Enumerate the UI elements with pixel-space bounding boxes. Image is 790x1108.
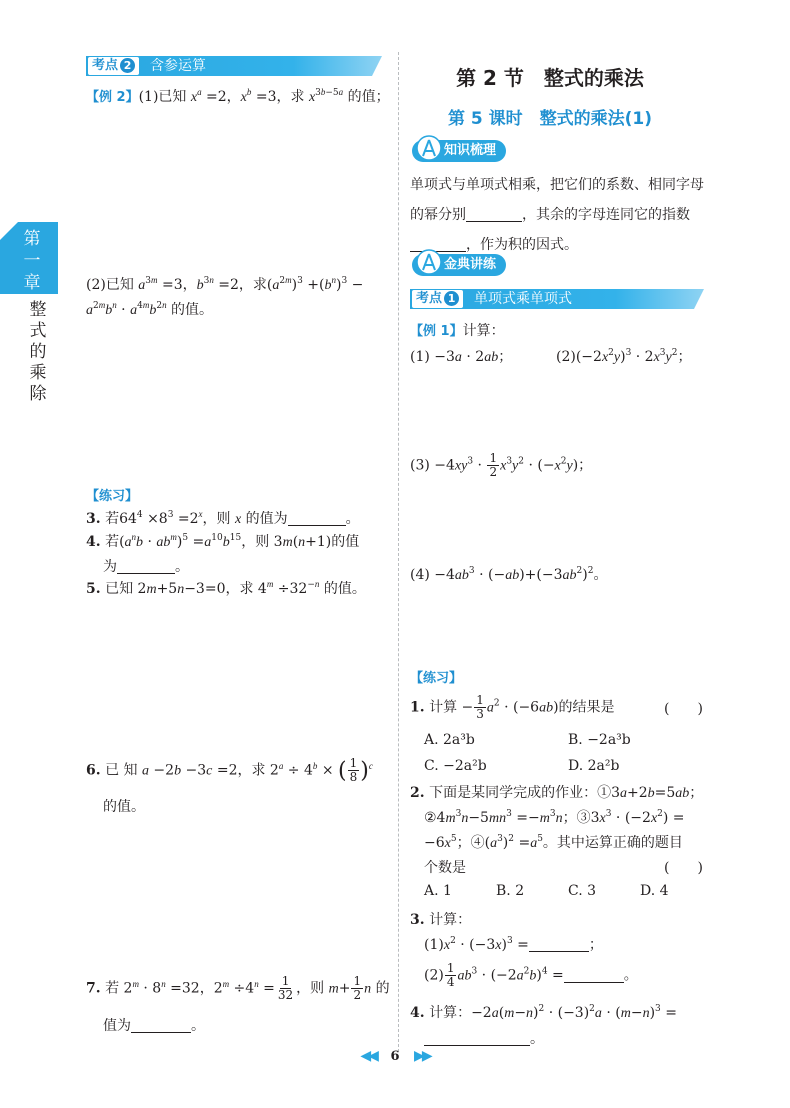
practice-question-2-line-3: $-6x^5$；$④(a^3)^2 =a^5$。其中运算正确的题目 bbox=[424, 834, 683, 851]
practice-question-1: 1. 计算 − $\frac{1}{3}$ $a^2 \cdot (-6ab)$的结果是 bbox=[410, 693, 615, 721]
compass-icon bbox=[416, 249, 442, 275]
example-2-part-2-line-2: $a^{2m}b^n \cdot a^{4m}b^{2n}$ 的值。 bbox=[86, 300, 214, 318]
knowledge-pill: 知识梳理 bbox=[412, 140, 506, 162]
question-4-line-1: 4. 若$(a^nb \cdot ab^m)^5 =a^{10}b^{15}$，则 3m(n+1)的值 bbox=[86, 532, 360, 550]
example-1-item-3: $(3) -4xy^3$ · $\frac{1}{2}$ $x^3y^2 \cdot (-x^2y)$； bbox=[410, 451, 593, 479]
practice-question-2-line-2: $②4m^3n-5mn^3 =-m^3n$；$③3x^3 \cdot (-2x^2)$ = bbox=[424, 809, 685, 826]
question-3: 3. 若$64^4 \times 8^3 =2^x$，则 x 的值为 。 bbox=[86, 509, 360, 527]
example-2-part-2-line-1: (2)已知 $a^{3m} =3$，$b^{3n} =2$，求$(a^{2m})^3 +(b^n)^3$ − bbox=[86, 275, 364, 293]
example-1-lead: 【例 1】计算： bbox=[410, 323, 505, 339]
answer-paren-2: ( ) bbox=[664, 860, 703, 876]
chapter-label: 第一章 bbox=[23, 229, 41, 293]
q2-option-d: D. 4 bbox=[640, 883, 669, 899]
lesson-title: 第 5 课时 整式的乘法(1) bbox=[447, 109, 653, 129]
section-title: 第 2 节 整式的乘法 bbox=[456, 66, 644, 90]
knowledge-text: 单项式与单项式相乘，把它们的系数、相同字母的幂分别 ，其余的字母连同它的指数，作为积的因式。 bbox=[410, 177, 704, 253]
question-7-line-1: 7. 若 $2^m \cdot 8^n =32$，$2^m \div 4^n$ = $\frac{1}{32}$ ，则 m+ $\frac{1}{2}$ n 的 bbox=[86, 974, 390, 1002]
kaodian-1-title: 单项式乘单项式 bbox=[474, 291, 572, 307]
kaodian-2-bar: 考点 2 含参运算 bbox=[86, 56, 382, 76]
practice-question-4: 4. 计算：$-2a(m-n)^2 \cdot (-3)^2a \cdot (m-n)^3$ = bbox=[410, 1004, 677, 1021]
chapter-tab bbox=[0, 222, 58, 294]
answer-paren-1: ( ) bbox=[664, 701, 703, 717]
q2-option-a: A. 1 bbox=[424, 883, 452, 899]
example-2-part-1: 【例 2】(1)已知 $x^a =2$，$x^b =3$，求 $x^{3b-5a}$ 的值； bbox=[86, 87, 390, 105]
example-1-label: 【例 1】 bbox=[410, 324, 463, 339]
prev-arrow-icon: ◀◀ bbox=[360, 1048, 376, 1064]
chapter-title: 整式的乘除 bbox=[29, 300, 47, 404]
kaodian-1-bar: 考点 1 单项式乘单项式 bbox=[410, 289, 704, 309]
q1-option-a: A. 2a³b bbox=[424, 732, 475, 748]
question-4-line-2: 为 。 bbox=[103, 559, 189, 575]
q2-option-c: C. 3 bbox=[568, 883, 597, 899]
q1-option-c: C. −2a²b bbox=[424, 758, 487, 774]
practice-question-2-line-1: 2. 下面是某同学完成的作业：①3a+2b=5ab； bbox=[410, 785, 704, 801]
question-5: 5. 已知 2m+5n−3=0，求 $4^m \div 32^{-n}$ 的值。 bbox=[86, 579, 366, 597]
practice-question-2-line-4: 个数是 bbox=[424, 860, 466, 876]
q1-option-d: D. 2a²b bbox=[568, 758, 620, 774]
practice-question-3-item-1: $(1)x^2 \cdot (-3x)^3$ = ； bbox=[424, 936, 603, 953]
compass-icon bbox=[416, 135, 442, 161]
column-divider bbox=[398, 52, 399, 1052]
example-1-item-2: $(2)(-2x^2y)^3 \cdot 2x^3y^2$； bbox=[556, 348, 692, 365]
example-2-label: 【例 2】 bbox=[86, 90, 139, 105]
practice-label-left: 【练习】 bbox=[86, 489, 139, 504]
page-number: 6 bbox=[390, 1049, 400, 1064]
next-arrow-icon: ▶▶ bbox=[414, 1048, 430, 1064]
q1-option-b: B. −2a³b bbox=[568, 732, 631, 748]
practice-label-right: 【练习】 bbox=[410, 671, 463, 686]
practice-question-4-line-2: 。 bbox=[424, 1028, 544, 1048]
jindian-pill: 金典讲练 bbox=[412, 254, 506, 276]
question-6-line-2: 的值。 bbox=[103, 799, 145, 815]
practice-question-3: 3. 计算： bbox=[410, 912, 472, 928]
kaodian-2-title: 含参运算 bbox=[150, 58, 206, 74]
example-1-item-4: $(4) -4ab^3 \cdot (-ab)+(-3ab^2)^2$。 bbox=[410, 566, 608, 583]
page-footer bbox=[0, 1048, 790, 1064]
example-1-item-1: (1) −3a · 2ab； bbox=[410, 349, 513, 365]
practice-question-3-item-2: (2) $\frac{1}{4}$ $ab^3 \cdot (-2a^2b)^4$ = 。 bbox=[424, 961, 638, 989]
q2-option-b: B. 2 bbox=[496, 883, 525, 899]
question-6-line-1: 6. 已 知 a −2b −3c =2，求 $2^a \div 4^b$ × ( $\frac{1}{8}$ )$^c$ bbox=[86, 756, 373, 784]
question-7-line-2: 值为 。 bbox=[103, 1018, 205, 1034]
